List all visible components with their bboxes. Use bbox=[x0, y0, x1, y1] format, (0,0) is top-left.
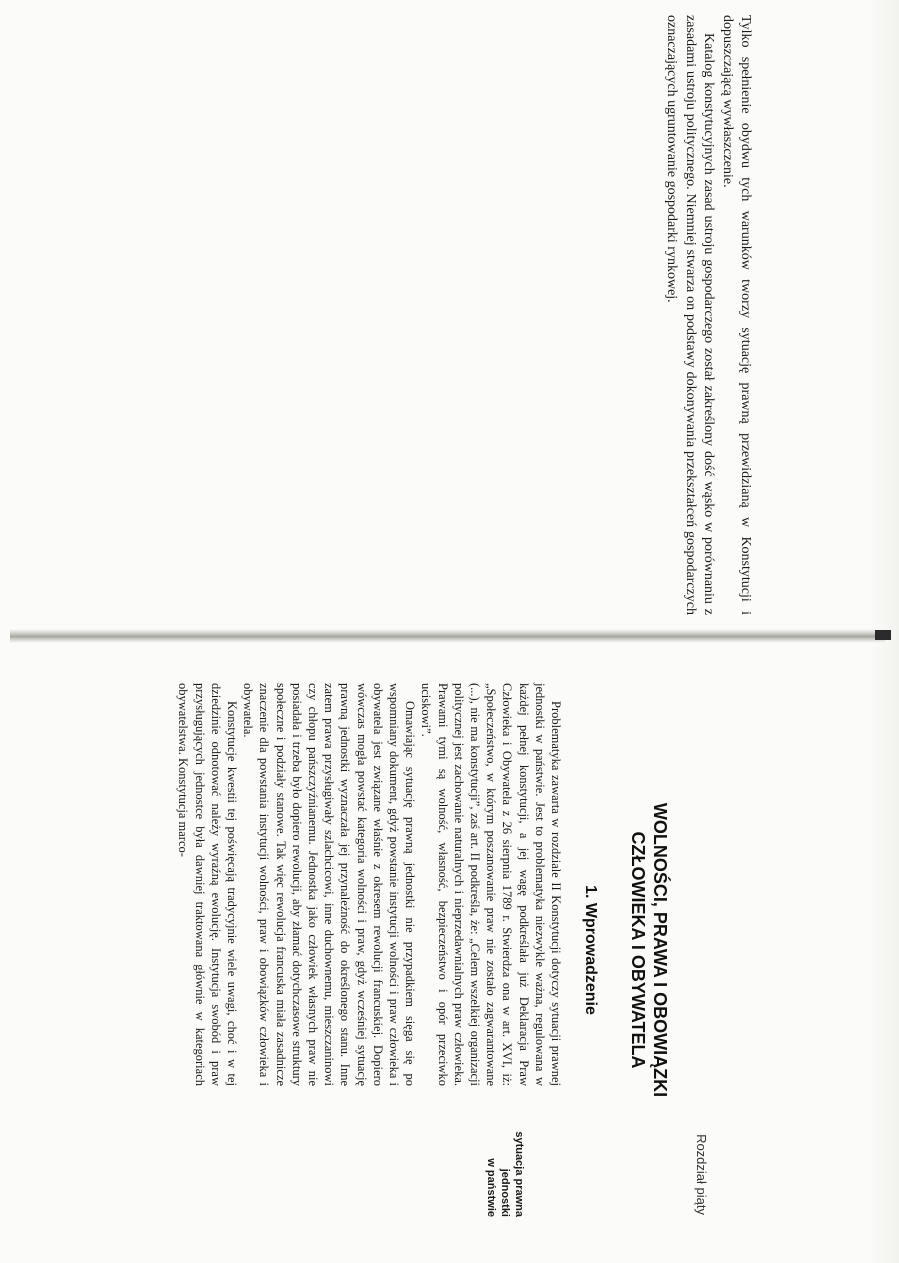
spine-marker bbox=[875, 630, 891, 640]
chapter-title bbox=[627, 760, 671, 1140]
chapter-label: Rozdział piąty bbox=[694, 1134, 709, 1215]
margin-note-line-3: w państwie bbox=[485, 1158, 497, 1217]
right-paragraph-3: Konstytucje kwestii tej poświęcają tradycyjnie wiele uwagi, choć i w tej dziedzinie odnotować należy wyraźną ewolucję. Instytucja swobód i praw przysługujących jednostce była dawniej traktowana głównie w kategoriach obywatelstwa. Konstytucja marco- bbox=[176, 683, 239, 1086]
chapter-title-line-1: WOLNOŚCI, PRAWA I OBOWIĄZKI bbox=[650, 802, 670, 1098]
right-paragraph-1: Problematyka zawarta w rozdziale II Konstytucji dotyczy sytuacji prawnej jednostki w państwie. Jest to problematyka niezwykle ważna, regulowana w każdej pełnej konstytucji, a jej wagę podkreślała już Deklaracja Praw Człowieka i Obywatela z 26 sierpnia 1789 r. Stwierdza ona w art. XVI, iż: „Społeczeństwo, w którym poszanowanie praw nie zostało zagwarantowane (...), nie ma konstytucji”, zaś art. II podkreśla, że: „Celem wszelkiej organizacji politycznej jest zachowanie naturalnych i nieprzedawnialnych praw człowieka. Prawami tymi są wolność, własność, bezpieczeństwo i opór przeciwko uciskowi”. bbox=[419, 683, 563, 1086]
margin-note bbox=[484, 1095, 526, 1217]
chapter-title-line-2: CZŁOWIEKA I OBYWATELA bbox=[628, 831, 648, 1069]
left-paragraph-1: Tylko spełnienie obydwu tych warunków tworzy sytuację prawną przewidzianą w Konstytucji i dopuszczającą wywłaszczenie. bbox=[719, 15, 753, 615]
book-spine-shadow bbox=[10, 629, 885, 643]
margin-note-line-2: jednostki bbox=[499, 1168, 511, 1217]
left-paragraph-2: Katalog konstytucyjnych zasad ustroju gospodarczego został zakreślony dość wąsko w porównaniu z zasadami ustroju politycznego. Niemniej stwarza on podstawy dokonywania przekształceń gospodarczych oznaczających ugruntowanie gospodarki rynkowej. bbox=[664, 15, 717, 615]
right-paragraph-2: Omawiając sytuację prawną jednostki nie przypadkiem sięga się po wspomniany dokument, gdyż powstanie instytucji wolności i praw człowieka i obywatela jest związane właśnie z okresem rewolucji francuskiej. Dopiero wówczas mogła powstać kategoria wolności i praw, gdyż wcześniej sytuację prawną jednostki wyznaczała jej przynależność do określonego stanu. Inne zatem prawa przysługiwały szlachcicowi, inne duchownemu, mieszczaninowi czy chłopu pańszczyźnianemu. Jednostka jako człowiek własnych praw nie posiadała i trzeba było dopiero rewolucji, aby złamać dotychczasowe struktury społeczne i podziały stanowe. Tak więc rewolucja francuska miała zasadnicze znaczenie dla powstania instytucji wolności, praw i obowiązków człowieka i obywatela. bbox=[241, 683, 418, 1086]
section-heading: 1. Wprowadzenie bbox=[582, 885, 599, 1015]
right-page-text bbox=[175, 683, 564, 1086]
left-page-text bbox=[662, 15, 754, 615]
margin-note-line-1: sytuacja prawna bbox=[513, 1131, 525, 1217]
